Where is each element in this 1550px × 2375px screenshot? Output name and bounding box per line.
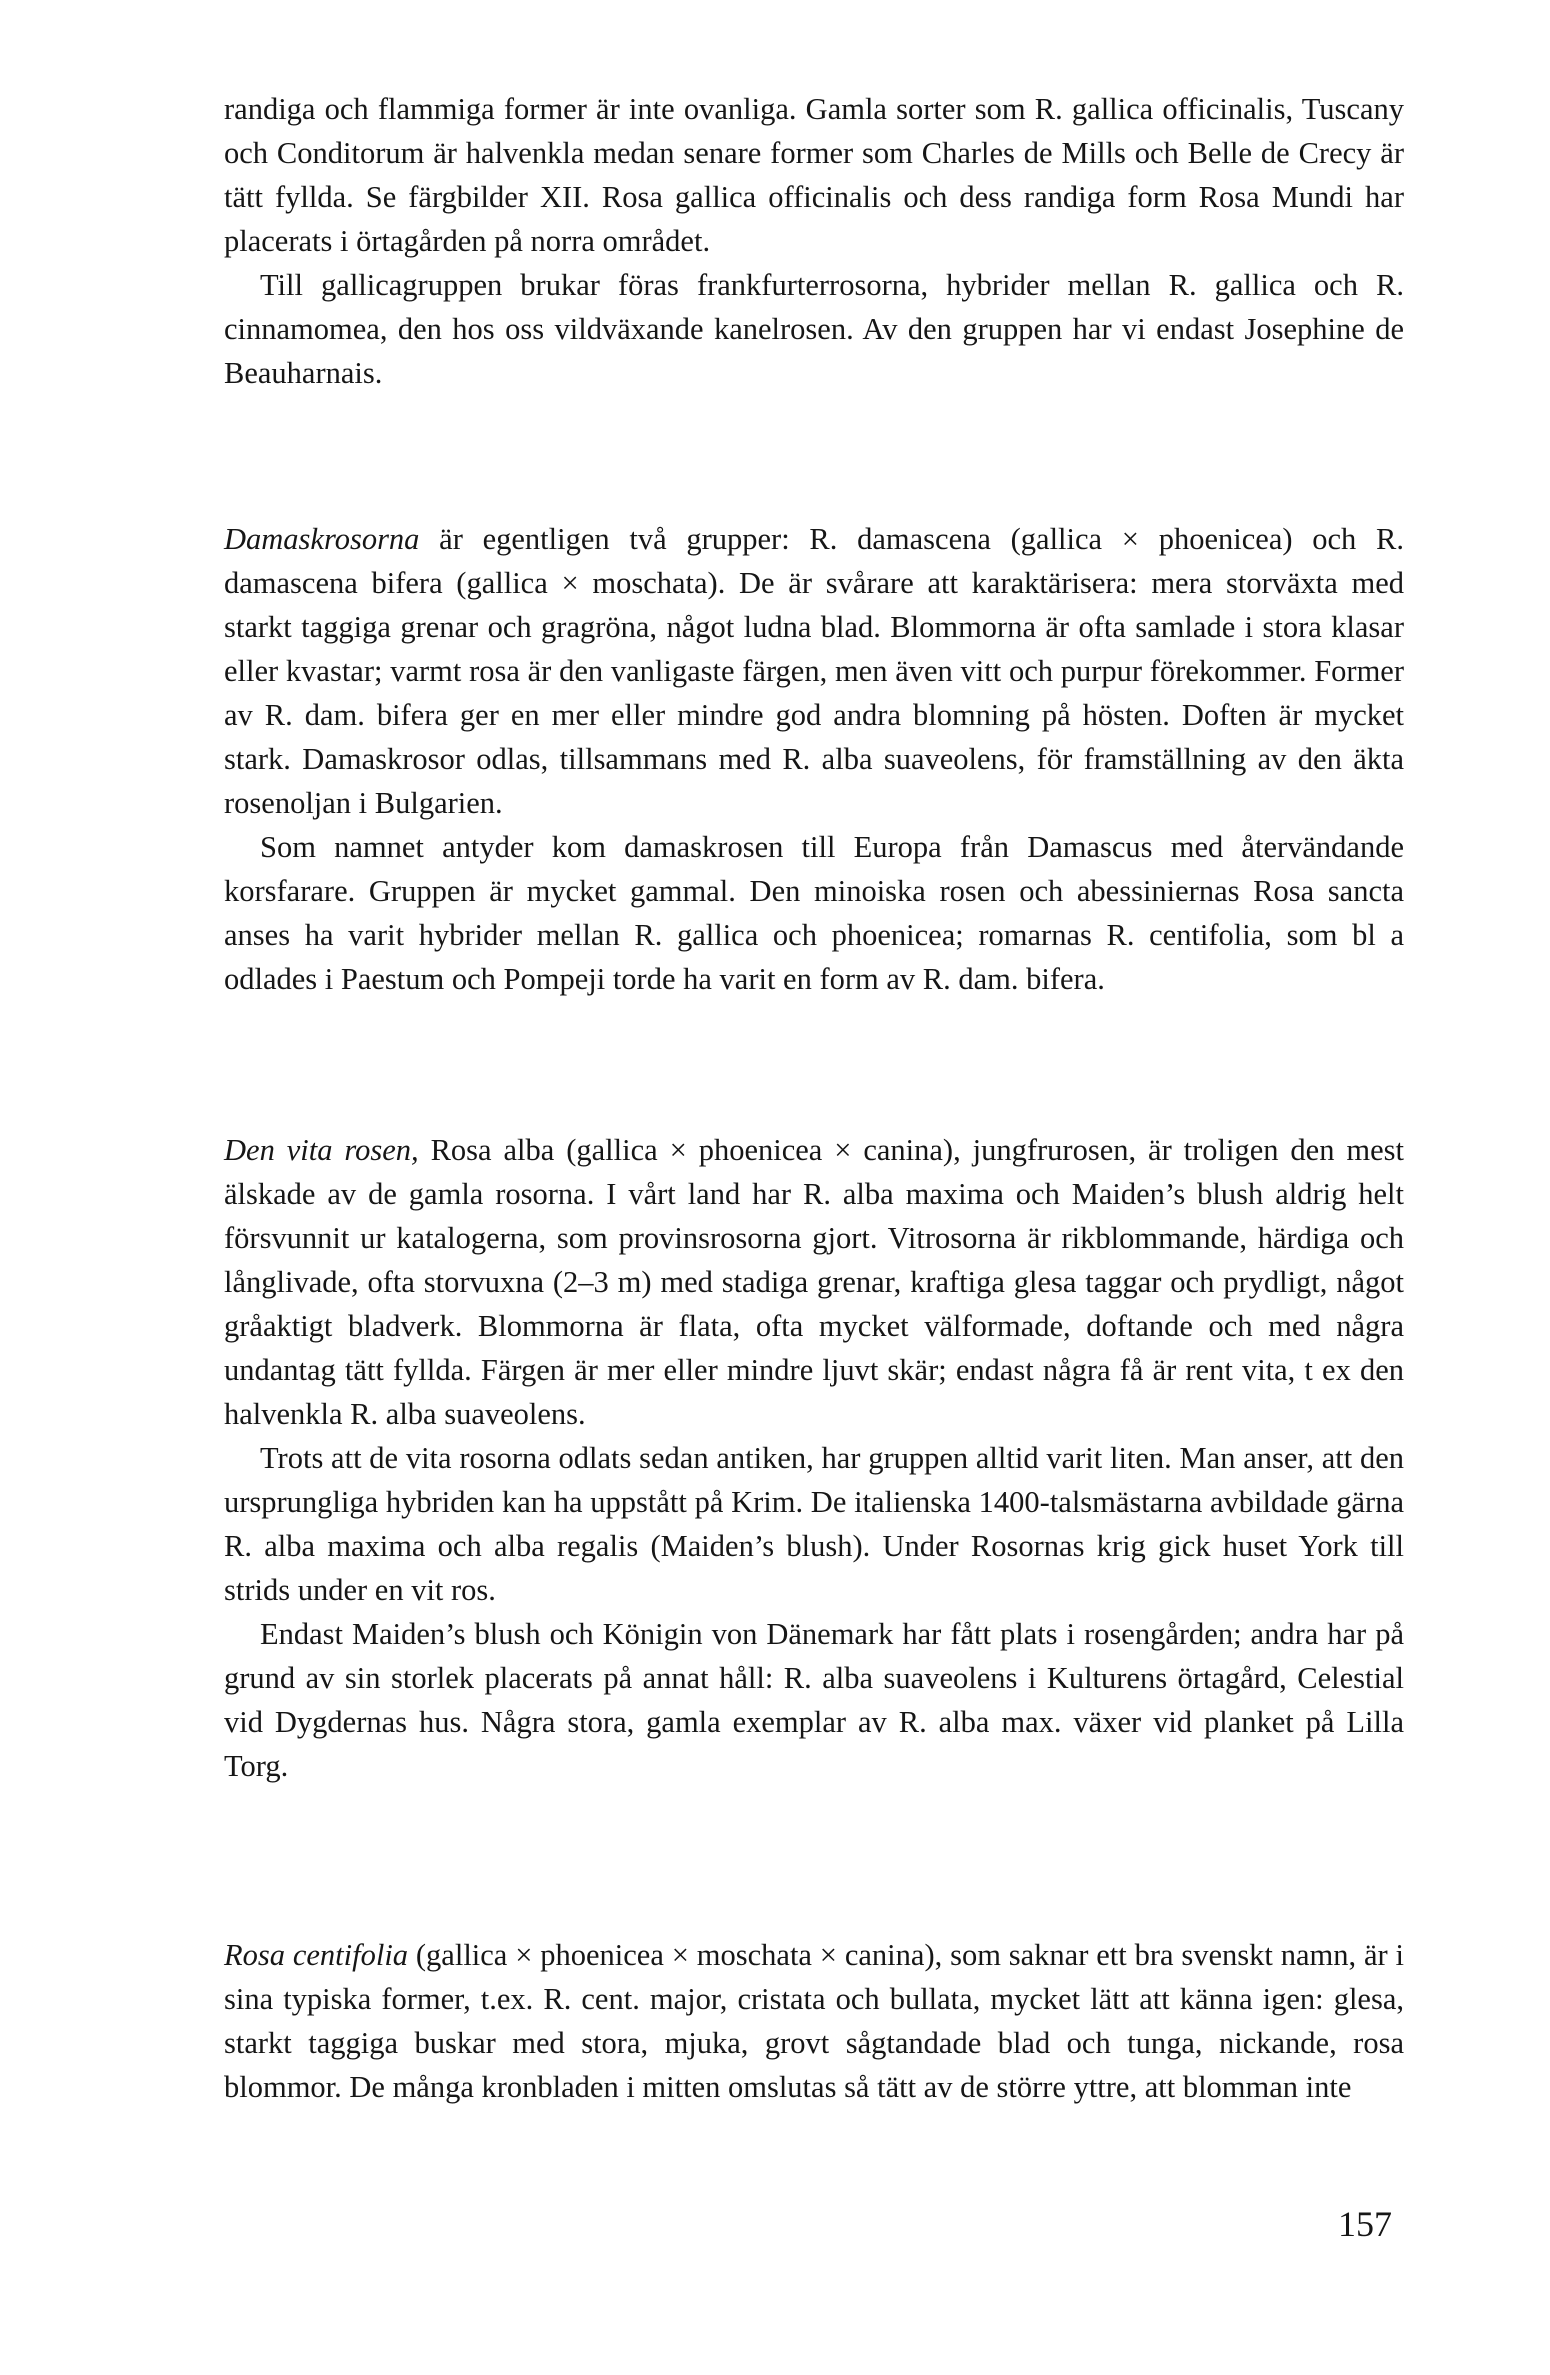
- paragraph: [224, 1436, 1404, 1612]
- paragraph: [224, 1128, 1404, 1436]
- paragraph: [224, 825, 1404, 1001]
- paragraph-text: Endast Maiden’s blush och Königin von Dänemark har fått plats i rosengården; andra har på grund av sin storlek placerats på annat håll: R. alba suaveolens i Kulturens örtagård, Celestial vid Dygdernas hus. Några stora, gamla exemplar av R. alba max. växer vid planket på Lilla Torg.: [224, 1617, 1404, 1783]
- paragraph: [224, 263, 1404, 395]
- section-rosa-centifolia: [224, 1933, 1404, 2109]
- paragraph: [224, 1933, 1404, 2109]
- section-damaskrosorna: [224, 517, 1404, 1001]
- paragraph: [224, 517, 1404, 825]
- page-number: 157: [1338, 2204, 1392, 2244]
- paragraph-lead: Rosa centifolia: [224, 1938, 409, 1972]
- paragraph-text: Rosa alba (gallica × phoenicea × canina), jungfrurosen, är troligen den mest älskade av de gamla rosorna. I vårt land har R. alba maxima och Maiden’s blush aldrig helt försvunnit ur katalogerna, som provinsrosorna gjort. Vitrosorna är rikblommande, härdiga och långlivade, ofta storvuxna (2–3 m) med stadiga grenar, kraftiga glesa taggar och prydligt, något gråaktigt bladverk. Blommorna är flata, ofta mycket välformade, doftande och med några undantag tätt fyllda. Färgen är mer eller mindre ljuvt skär; endast några få är rent vita, t ex den halvenkla R. alba suaveolens.: [224, 1133, 1404, 1431]
- paragraph-lead: Damaskrosorna: [224, 522, 420, 556]
- paragraph-text: (gallica × phoenicea × moschata × canina), som saknar ett bra svenskt namn, är i sina typiska former, t.ex. R. cent. major, cristata och bullata, mycket lätt att känna igen: glesa, starkt taggiga buskar med stora, mjuka, grovt sågtandade blad och tunga, nickande, rosa blommor. De många kronbladen i mitten omslutas så tätt av de större yttre, att blomman inte: [224, 1938, 1404, 2104]
- paragraph: [224, 1612, 1404, 1788]
- section-gallica: [224, 87, 1404, 395]
- section-den-vita-rosen: [224, 1128, 1404, 1788]
- paragraph-text: är egentligen två grupper: R. damascena (gallica × phoenicea) och R. damascena bifera (gallica × moschata). De är svårare att karaktärisera: mera storväxta med starkt taggiga grenar och gragröna, något ludna blad. Blommorna är ofta samlade i stora klasar eller kvastar; varmt rosa är den vanligaste färgen, men även vitt och purpur förekommer. Former av R. dam. bifera ger en mer eller mindre god andra blomning på hösten. Doften är mycket stark. Damaskrosor odlas, tillsammans med R. alba suaveolens, för framställning av den äkta rosenoljan i Bulgarien.: [224, 522, 1404, 820]
- paragraph-text: randiga och flammiga former är inte ovanliga. Gamla sorter som R. gallica officinalis, Tuscany och Conditorum är halvenkla medan senare former som Charles de Mills och Belle de Crecy är tätt fyllda. Se färgbilder XII. Rosa gallica officinalis och dess randiga form Rosa Mundi har placerats i örtagården på norra området.: [224, 92, 1404, 258]
- paragraph-text: Som namnet antyder kom damaskrosen till Europa från Damascus med återvändande korsfarare. Gruppen är mycket gammal. Den minoiska rosen och abessiniernas Rosa sancta anses ha varit hybrider mellan R. gallica och phoenicea; romarnas R. centifolia, som bl a odlades i Paestum och Pompeji torde ha varit en form av R. dam. bifera.: [224, 830, 1404, 996]
- paragraph-lead: Den vita rosen,: [224, 1133, 419, 1167]
- paragraph-text: Trots att de vita rosorna odlats sedan antiken, har gruppen alltid varit liten. Man anser, att den ursprungliga hybriden kan ha uppstått på Krim. De italienska 1400-talsmästarna avbildade gärna R. alba maxima och alba regalis (Maiden’s blush). Under Rosornas krig gick huset York till strids under en vit ros.: [224, 1441, 1404, 1607]
- paragraph: [224, 87, 1404, 263]
- paragraph-text: Till gallicagruppen brukar föras frankfurterrosorna, hybrider mellan R. gallica och R. cinnamomea, den hos oss vildväxande kanelrosen. Av den gruppen har vi endast Josephine de Beauharnais.: [224, 268, 1404, 390]
